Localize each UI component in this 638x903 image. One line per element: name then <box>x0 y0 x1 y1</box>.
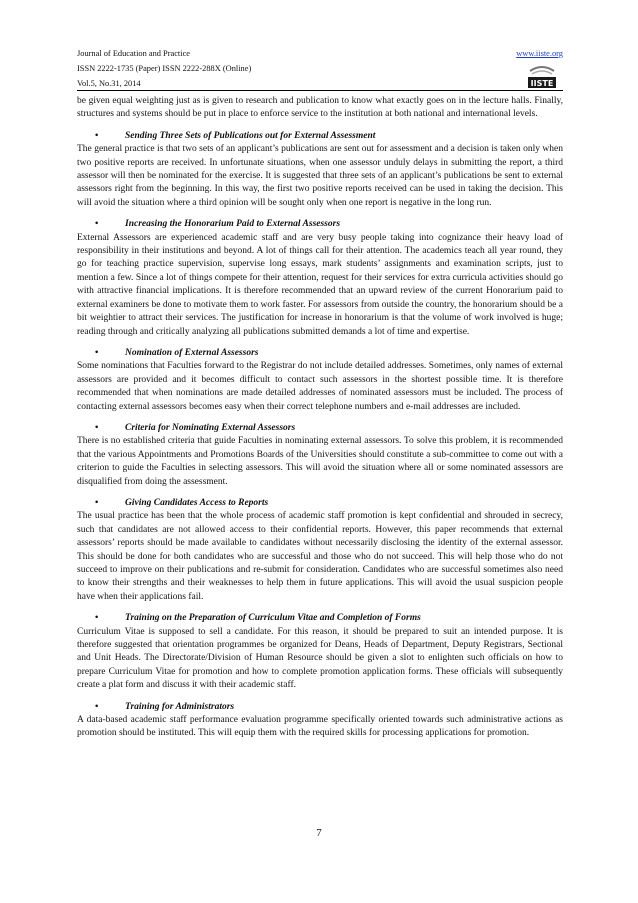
section-heading-text: Giving Candidates Access to Reports <box>125 497 269 508</box>
section-honorarium <box>77 218 563 339</box>
section-heading <box>77 347 563 360</box>
section-heading <box>77 612 563 625</box>
section-heading-text: Nomination of External Assessors <box>125 347 259 358</box>
section-heading <box>77 218 563 231</box>
section-paragraph: The general practice is that two sets of an applicant’s publications are sent out for assessment and a decision is taken only when two positive reports are received. In unfortunate situations, when one assessor unduly delays in submitting the report, a third assessor will then be nominated for the exercise. It is suggested that three sets of an applicant’s publications be sent to external assessors right from the beginning. In this way, the first two positive reports received can be used in taking the decision. This will avoid the situation where a third opinion will be sought only when one report is negative in the long run. <box>77 144 563 208</box>
bullet-icon: • <box>95 701 99 712</box>
section-heading <box>77 422 563 435</box>
section-heading-text: Sending Three Sets of Publications out for External Assessment <box>125 130 376 141</box>
section-criteria <box>77 422 563 489</box>
bullet-icon: • <box>95 130 99 141</box>
section-heading-text: Training for Administrators <box>125 701 235 712</box>
section-heading <box>77 497 563 510</box>
page-number: 7 <box>316 827 322 839</box>
section-paragraph: Some nominations that Faculties forward to the Registrar do not include detailed addresses. Sometimes, only names of external assessors are provided and it becomes difficult to contact such assessors in the shortest possible time. It is therefore recommended that when nominations are made detailed addresses of nominated assessors must be included. The process of contacting external assessors becomes easy when their correct telephone numbers and e-mail addresses are included. <box>77 361 563 412</box>
journal-issn: ISSN 2222-1735 (Paper) ISSN 2222-288X (Online) <box>77 64 252 73</box>
journal-volume: Vol.5, No.31, 2014 <box>77 79 141 88</box>
section-heading <box>77 130 563 143</box>
bullet-icon: • <box>95 613 99 624</box>
section-three-sets <box>77 130 563 210</box>
section-cv-training <box>77 612 563 692</box>
section-paragraph: The usual practice has been that the whole process of academic staff promotion is kept confidential and shrouded in secrecy, such that candidates are not allowed access to their confidential reports. However, this paper recommends that external assessors’ reports should be made available to candidates without necessarily disclosing the identity of the external assessor. This should be done for both candidates who are successful and those who do not succeed. This will help those who do not succeed to improve on their publications and re-submit for consideration. Candidates who are successful sometimes also need to know their strengths and their weaknesses to help them in future applications. This will avoid the usual suspicion people have when their applications fail. <box>77 511 563 602</box>
article-body <box>77 95 563 741</box>
journal-url-link[interactable]: www.iiste.org <box>516 49 563 58</box>
journal-header <box>77 46 563 90</box>
section-paragraph: External Assessors are experienced academic staff and are very busy people taking into cognizance their heavy load of responsibility in their institutions and beyond. A lot of things call for their attention. The academics teach all year round, they go for teaching practice supervision, supervise long essays, mark students’ assignments and examination scripts, just to mention a few. Since a lot of things compete for their attention, request for their services for extra curricula activities should go with attractive financial implications. It is therefore recommended that an upward review of the current Honorarium paid to external examiners be done to motivate them to work faster. For assessors from outside the country, the honorarium should be a bit weightier to attract their services. The justification for increase in honorarium is that the volume of work involved is huge; reading through and critically analyzing all publications submitted demands a lot of time and expertise. <box>77 232 563 337</box>
section-paragraph: A data-based academic staff performance evaluation programme specifically oriented towards such administrative actions as promotion should be instituted. This will equip them with the required skills for processing applications for promotion. <box>77 715 563 739</box>
section-paragraph: Curriculum Vitae is supposed to sell a candidate. For this reason, it should be prepared to suit an intended purpose. It is therefore suggested that orientation programmes be organized for Deans, Heads of Department, Deputy Registrars, Sectional and Unit Heads. The Directorate/Division of Human Resource should be given a slot to enlighten such officials on how to prepare Curriculum Vitae for promotion and how to complete promotion application forms. These officials will subsequently create a plat form and discuss it with their academic staff. <box>77 626 563 691</box>
logo-text: IISTE <box>530 79 554 88</box>
section-access-reports <box>77 497 563 604</box>
section-admin-training <box>77 701 563 741</box>
section-heading-text: Increasing the Honorarium Paid to External Assessors <box>125 219 341 230</box>
section-paragraph: There is no established criteria that guide Faculties in nominating external assessors. To solve this problem, it is recommended that the various Appointments and Promotions Boards of the Universities should constitute a sub-committee to come out with a criterion to guide the Faculties in selecting assessors. This will avoid the situation where all or some nominated assessors are disqualified from doing the assessment. <box>77 436 563 487</box>
section-heading-text: Criteria for Nominating External Assessors <box>125 422 296 433</box>
iiste-logo-icon <box>527 64 557 90</box>
journal-title: Journal of Education and Practice <box>77 49 191 58</box>
bullet-icon: • <box>95 219 99 230</box>
header-rule <box>77 90 563 91</box>
bullet-icon: • <box>95 497 99 508</box>
bullet-icon: • <box>95 347 99 358</box>
bullet-icon: • <box>95 422 99 433</box>
intro-paragraph: be given equal weighting just as is given to research and publication to know what exactly goes on in the lecture halls. Finally, structures and systems should be put in place to enforce service to the institution at both national and international levels. <box>77 96 563 120</box>
section-heading-text: Training on the Preparation of Curriculum Vitae and Completion of Forms <box>125 613 421 624</box>
section-heading <box>77 701 563 714</box>
section-nomination <box>77 347 563 414</box>
